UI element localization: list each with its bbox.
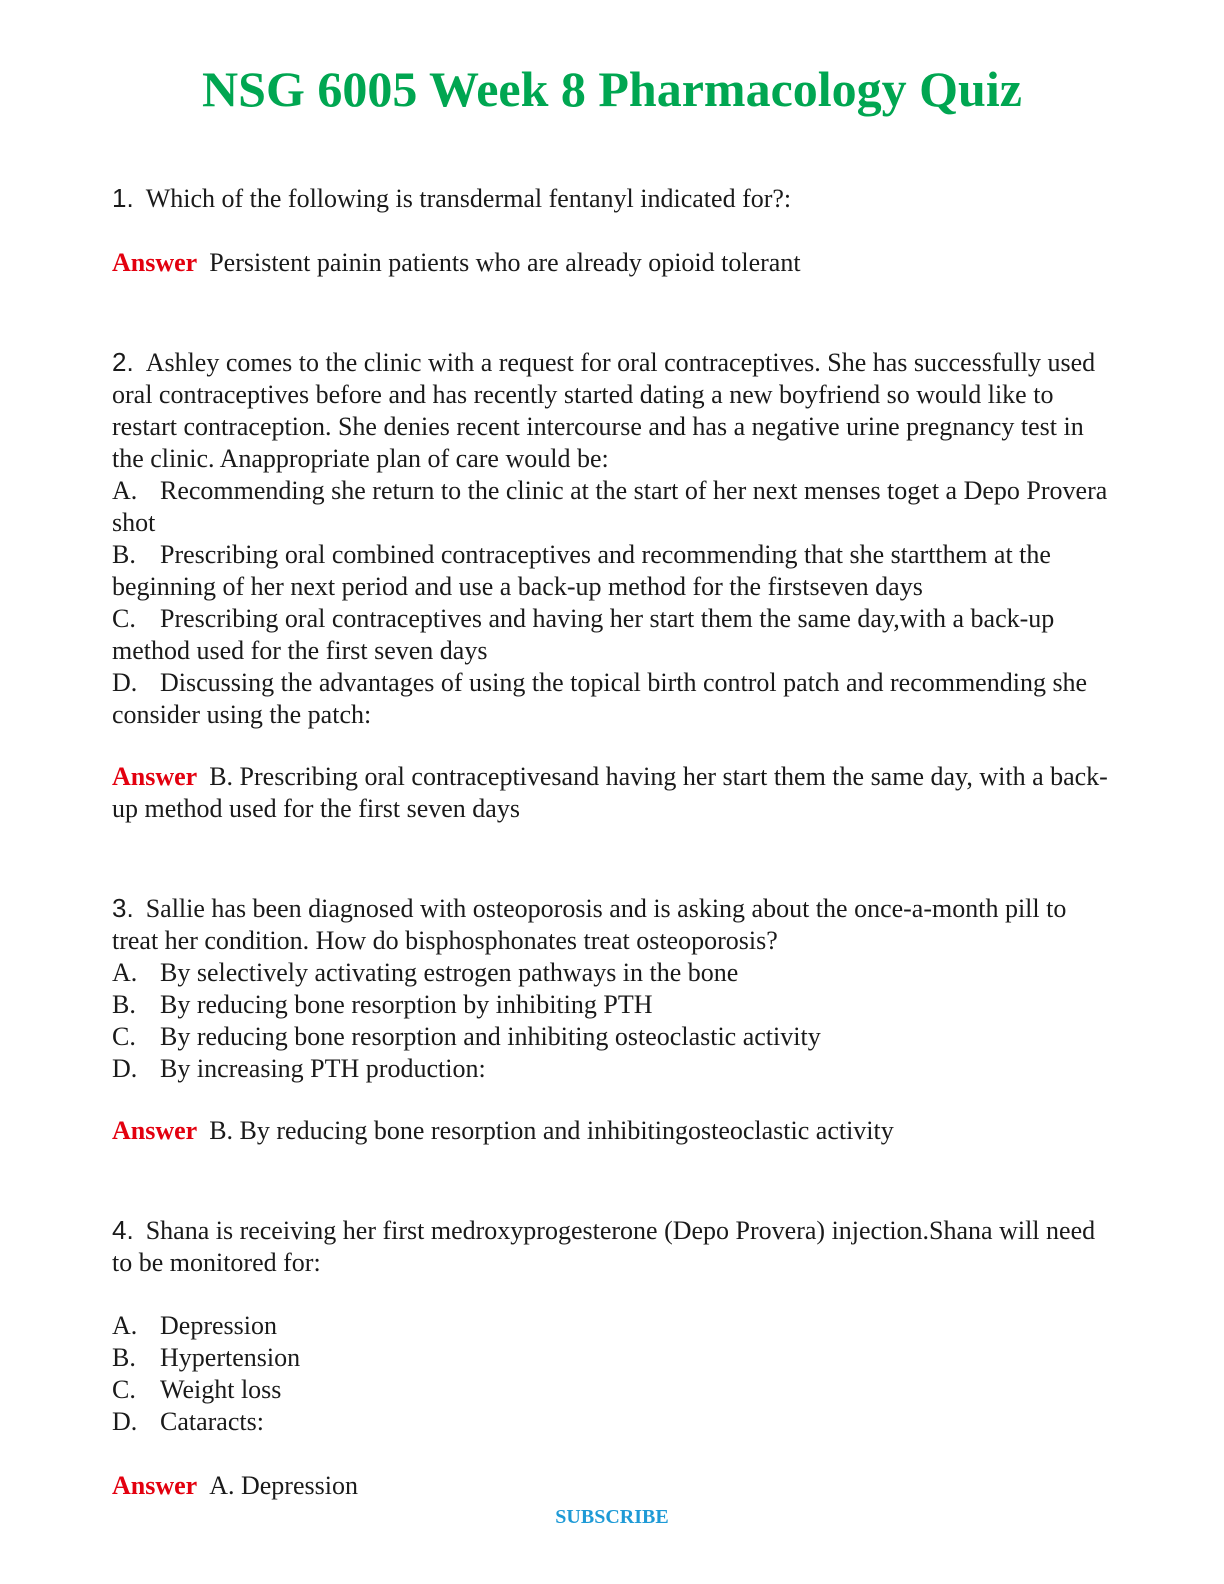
option-d xyxy=(112,1406,1116,1438)
answer-4 xyxy=(112,1470,1116,1502)
answer-text: B. By reducing bone resorption and inhibitingosteoclastic activity xyxy=(209,1116,894,1145)
subscribe-link[interactable]: SUBSCRIBE xyxy=(555,1506,669,1528)
option-text: Prescribing oral combined contraceptives and recommending that she startthem at the beginning of her next period and use a back-up method for the firstseven days xyxy=(112,540,1051,601)
option-letter: A. xyxy=(112,1311,138,1340)
option-d xyxy=(112,667,1116,731)
option-letter: D. xyxy=(112,1054,138,1083)
answer-text: B. Prescribing oral contraceptivesand having her start them the same day, with a back-up method used for the first seven days xyxy=(112,762,1108,823)
question-body: Shana is receiving her first medroxyprogesterone (Depo Provera) injection.Shana will need to be monitored for: xyxy=(112,1216,1096,1277)
option-letter: B. xyxy=(112,1343,136,1372)
question-3 xyxy=(112,892,1116,1085)
page-title: NSG 6005 Week 8 Pharmacology Quiz xyxy=(202,61,1022,117)
option-letter: C. xyxy=(112,604,136,633)
option-letter: C. xyxy=(112,1022,136,1051)
option-text: By increasing PTH production: xyxy=(160,1054,486,1083)
option-letter: D. xyxy=(112,1407,138,1436)
option-letter: C. xyxy=(112,1375,136,1404)
option-text: Recommending she return to the clinic at the start of her next menses toget a Depo Provera shot xyxy=(112,476,1108,537)
option-text: By reducing bone resorption by inhibiting PTH xyxy=(160,990,653,1019)
question-text xyxy=(112,182,1116,215)
answer-line xyxy=(112,761,1116,825)
option-text: Depression xyxy=(160,1311,277,1340)
question-2 xyxy=(112,346,1116,731)
option-b xyxy=(112,989,1116,1021)
option-text: By reducing bone resorption and inhibiting osteoclastic activity xyxy=(160,1022,821,1051)
option-b xyxy=(112,1342,1116,1374)
answer-text: Persistent painin patients who are already opioid tolerant xyxy=(209,248,801,277)
question-number: 1. xyxy=(112,183,134,213)
question-body: Sallie has been diagnosed with osteoporosis and is asking about the once-a-month pill to treat her condition. How do bisphosphonates treat osteoporosis? xyxy=(112,894,1067,955)
option-c xyxy=(112,1374,1116,1406)
answer-label: Answer xyxy=(112,248,198,277)
question-1 xyxy=(112,182,1116,215)
option-c xyxy=(112,1021,1116,1053)
option-letter: D. xyxy=(112,668,138,697)
answer-line xyxy=(112,1115,1116,1147)
question-body: Which of the following is transdermal fentanyl indicated for?: xyxy=(145,184,792,213)
question-number: 2. xyxy=(112,347,134,377)
question-text xyxy=(112,892,1116,957)
option-text: Discussing the advantages of using the topical birth control patch and recommending she consider using the patch: xyxy=(112,668,1088,729)
answer-line xyxy=(112,247,1116,279)
answer-3 xyxy=(112,1115,1116,1147)
option-a xyxy=(112,957,1116,989)
answer-label: Answer xyxy=(112,762,198,791)
option-text: Hypertension xyxy=(160,1343,301,1372)
answer-text: A. Depression xyxy=(209,1471,358,1500)
question-text xyxy=(112,1214,1116,1279)
option-text: Weight loss xyxy=(160,1375,282,1404)
option-text: Cataracts: xyxy=(160,1407,264,1436)
answer-line xyxy=(112,1470,1116,1502)
option-a xyxy=(112,1310,1116,1342)
option-text: Prescribing oral contraceptives and having her start them the same day,with a back-up method used for the first seven days xyxy=(112,604,1055,665)
option-letter: A. xyxy=(112,476,138,505)
option-letter: A. xyxy=(112,958,138,987)
question-4 xyxy=(112,1214,1116,1279)
question-number: 3. xyxy=(112,893,134,923)
question-text xyxy=(112,346,1116,475)
option-a xyxy=(112,475,1116,539)
question-body: Ashley comes to the clinic with a request for oral contraceptives. She has successfully used oral contraceptives before and has recently started dating a new boyfriend so would like to restart contraception. She denies recent intercourse and has a negative urine pregnancy test in the clinic. Anappropriate plan of care would be: xyxy=(112,348,1096,473)
option-b xyxy=(112,539,1116,603)
option-d xyxy=(112,1053,1116,1085)
option-text: By selectively activating estrogen pathways in the bone xyxy=(160,958,739,987)
option-letter: B. xyxy=(112,990,136,1019)
option-c xyxy=(112,603,1116,667)
answer-label: Answer xyxy=(112,1116,198,1145)
answer-label: Answer xyxy=(112,1471,198,1500)
question-4-options xyxy=(112,1310,1116,1438)
answer-1 xyxy=(112,247,1116,279)
option-letter: B. xyxy=(112,540,136,569)
answer-2 xyxy=(112,761,1116,825)
question-number: 4. xyxy=(112,1215,134,1245)
